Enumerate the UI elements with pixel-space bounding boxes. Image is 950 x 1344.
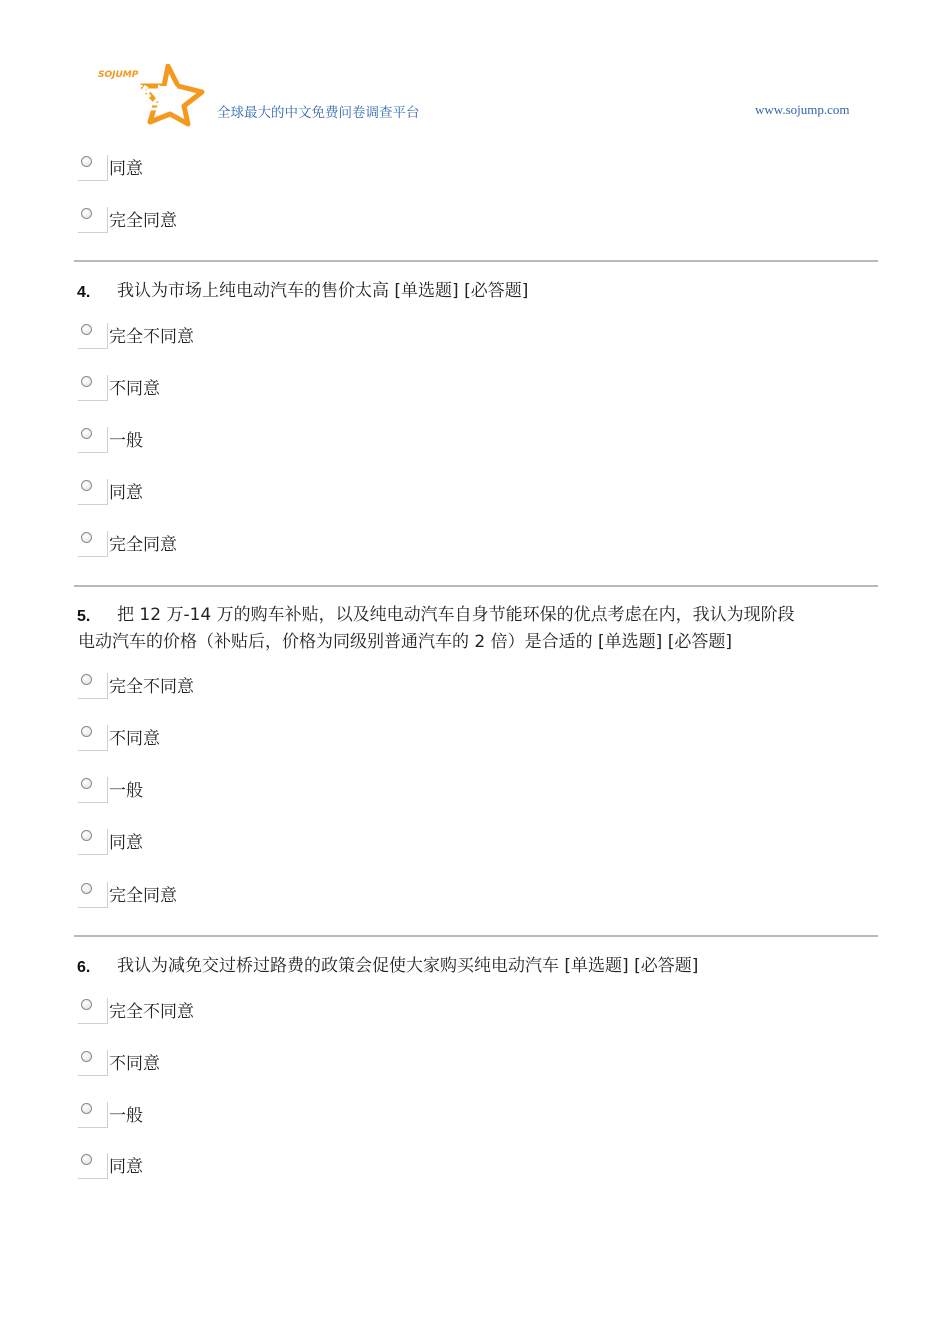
radio-button[interactable] — [78, 829, 108, 855]
option-agree[interactable] — [78, 155, 378, 181]
option-label: 完全不同意 — [109, 327, 194, 347]
radio-button[interactable] — [78, 1102, 108, 1128]
question-text: 我认为减免交过桥过路费的政策会促使大家购买纯电动汽车 [单选题] [必答题] — [117, 956, 699, 976]
question-text: 我认为市场上纯电动汽车的售价太高 [单选题] [必答题] — [117, 281, 529, 301]
option-label: 完全同意 — [109, 211, 177, 231]
option-strongly-disagree[interactable] — [78, 673, 378, 699]
option-label: 不同意 — [109, 1054, 160, 1074]
option-disagree[interactable] — [78, 725, 378, 751]
tagline: 全球最大的中文免费问卷调查平台 — [217, 105, 420, 121]
radio-circle-icon — [81, 1051, 92, 1062]
radio-circle-icon — [81, 830, 92, 841]
radio-button[interactable] — [78, 673, 108, 699]
radio-circle-icon — [81, 208, 92, 219]
option-disagree[interactable] — [78, 1050, 378, 1076]
radio-button[interactable] — [78, 479, 108, 505]
option-label: 完全同意 — [109, 535, 177, 555]
question-number: 4. — [77, 284, 91, 301]
option-strongly-agree[interactable] — [78, 207, 378, 233]
option-agree[interactable] — [78, 1153, 378, 1179]
radio-circle-icon — [81, 428, 92, 439]
question-number: 6. — [77, 959, 91, 976]
radio-button[interactable] — [78, 777, 108, 803]
logo-text: 问卷星 — [94, 84, 175, 115]
option-strongly-disagree[interactable] — [78, 998, 378, 1024]
radio-circle-icon — [81, 1103, 92, 1114]
radio-button[interactable] — [78, 882, 108, 908]
radio-button[interactable] — [78, 1153, 108, 1179]
sojump-logo — [86, 64, 208, 128]
option-neutral[interactable] — [78, 1102, 378, 1128]
question-text-line-1: 把 12 万-14 万的购车补贴，以及纯电动汽车自身节能环保的优点考虑在内，我认为现阶段 — [117, 605, 795, 625]
radio-circle-icon — [81, 156, 92, 167]
radio-circle-icon — [81, 480, 92, 491]
radio-circle-icon — [81, 778, 92, 789]
option-label: 一般 — [109, 431, 143, 451]
radio-button[interactable] — [78, 155, 108, 181]
option-strongly-agree[interactable] — [78, 882, 378, 908]
option-strongly-disagree[interactable] — [78, 323, 378, 349]
radio-button[interactable] — [78, 427, 108, 453]
radio-circle-icon — [81, 1154, 92, 1165]
option-label: 同意 — [109, 159, 143, 179]
option-label: 完全不同意 — [109, 677, 194, 697]
option-label: 同意 — [109, 1157, 143, 1177]
logo-small-text: SOJUMP — [98, 70, 139, 80]
question-text-line-2: 电动汽车的价格（补贴后，价格为同级别普通汽车的 2 倍）是合适的 [单选题] [必答题] — [78, 632, 732, 652]
option-label: 同意 — [109, 833, 143, 853]
option-label: 完全不同意 — [109, 1002, 194, 1022]
radio-circle-icon — [81, 376, 92, 387]
radio-button[interactable] — [78, 323, 108, 349]
question-number: 5. — [77, 608, 91, 625]
radio-button[interactable] — [78, 207, 108, 233]
radio-circle-icon — [81, 532, 92, 543]
question-divider — [74, 935, 878, 937]
option-label: 不同意 — [109, 379, 160, 399]
question-divider — [74, 585, 878, 587]
option-neutral[interactable] — [78, 777, 378, 803]
option-strongly-agree[interactable] — [78, 531, 378, 557]
radio-button[interactable] — [78, 1050, 108, 1076]
question-divider — [74, 260, 878, 262]
radio-circle-icon — [81, 883, 92, 894]
radio-circle-icon — [81, 674, 92, 685]
option-agree[interactable] — [78, 479, 378, 505]
radio-button[interactable] — [78, 531, 108, 557]
option-agree[interactable] — [78, 829, 378, 855]
radio-circle-icon — [81, 726, 92, 737]
radio-button[interactable] — [78, 375, 108, 401]
option-neutral[interactable] — [78, 427, 378, 453]
option-label: 同意 — [109, 483, 143, 503]
radio-button[interactable] — [78, 998, 108, 1024]
radio-circle-icon — [81, 999, 92, 1010]
option-label: 一般 — [109, 1106, 143, 1126]
option-disagree[interactable] — [78, 375, 378, 401]
radio-circle-icon — [81, 324, 92, 335]
option-label: 完全同意 — [109, 886, 177, 906]
option-label: 不同意 — [109, 729, 160, 749]
radio-button[interactable] — [78, 725, 108, 751]
option-label: 一般 — [109, 781, 143, 801]
site-url-link[interactable]: www.sojump.com — [755, 102, 850, 117]
